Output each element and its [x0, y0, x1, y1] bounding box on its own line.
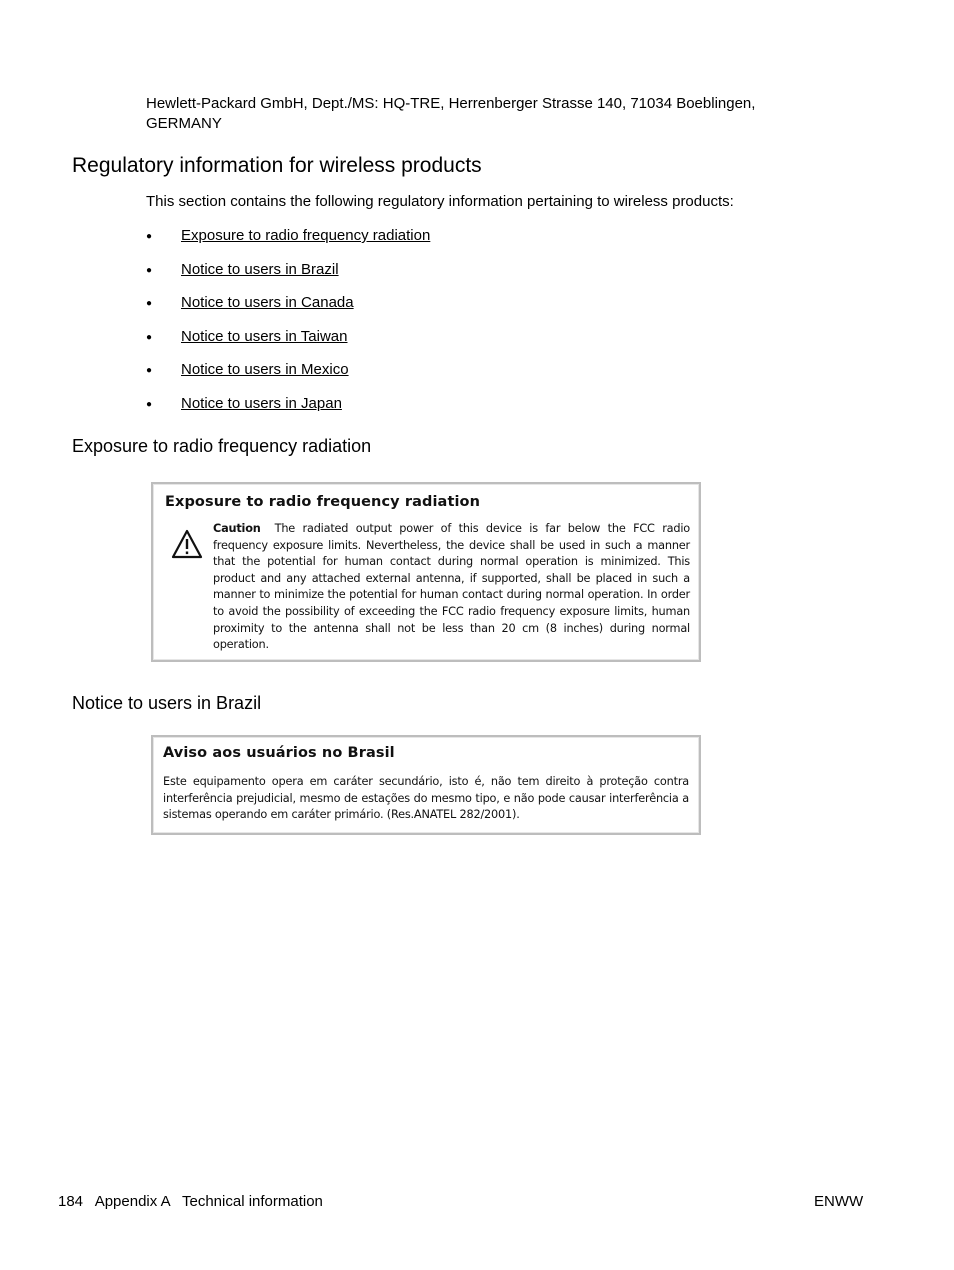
bullet-icon [146, 394, 158, 416]
caution-label: Caution [213, 522, 261, 535]
rf-box-title: Exposure to radio frequency radiation [165, 494, 481, 510]
bullet-icon [146, 293, 158, 315]
bullet-icon [146, 327, 158, 349]
address-text: Hewlett-Packard GmbH, Dept./MS: HQ-TRE, Herrenberger Strasse 140, 71034 Boeblingen, GERMANY [146, 95, 756, 132]
footer-locale: ENWW [814, 1193, 864, 1210]
caution-paragraph [213, 521, 690, 654]
caution-body: The radiated output power of this device is far below the FCC radio frequency exposure limits. Nevertheless, the device shall be used in such a manner that the potential for human contact during normal operation is minimized. This product and any attached external antenna, if supported, shall be placed in such a manner to minimize the potential for human contact during normal operation. In order to avoid the possibility of exceeding the FCC radio frequency exposure limits, human proximity to the antenna shall not be less than 20 cm (8 inches) during normal operation. [213, 522, 690, 652]
rf-heading: Exposure to radio frequency radiation [72, 436, 372, 456]
warning-triangle-icon [171, 529, 203, 559]
footer-page-info: 184 Appendix A Technical information [58, 1193, 323, 1210]
intro-text: This section contains the following regulatory information pertaining to wireless products: [146, 193, 734, 210]
toc-link-canada[interactable]: Notice to users in Canada [181, 294, 354, 312]
rf-notice-box [151, 482, 701, 662]
bullet-icon [146, 260, 158, 282]
brazil-box-text: Este equipamento opera em caráter secundário, isto é, não tem direito à proteção contra interferência prejudicial, mesmo de estações do mesmo tipo, e não pode causar interferência a sistemas operando em caráter primário. (Res.ANATEL 282/2001). [163, 775, 689, 821]
bullet-icon [146, 360, 158, 382]
toc-link-taiwan[interactable]: Notice to users in Taiwan [181, 327, 348, 345]
section-title: Regulatory information for wireless products [72, 154, 482, 177]
brazil-notice-box [151, 735, 701, 835]
bullet-icon [146, 226, 158, 248]
toc-link-japan[interactable]: Notice to users in Japan [181, 394, 342, 412]
toc-link-mexico[interactable]: Notice to users in Mexico [181, 361, 349, 379]
brazil-heading: Notice to users in Brazil [72, 693, 262, 713]
brazil-box-title: Aviso aos usuários no Brasil [163, 745, 395, 761]
toc-link-exposure[interactable]: Exposure to radio frequency radiation [181, 227, 431, 244]
toc-link-brazil[interactable]: Notice to users in Brazil [181, 260, 339, 278]
